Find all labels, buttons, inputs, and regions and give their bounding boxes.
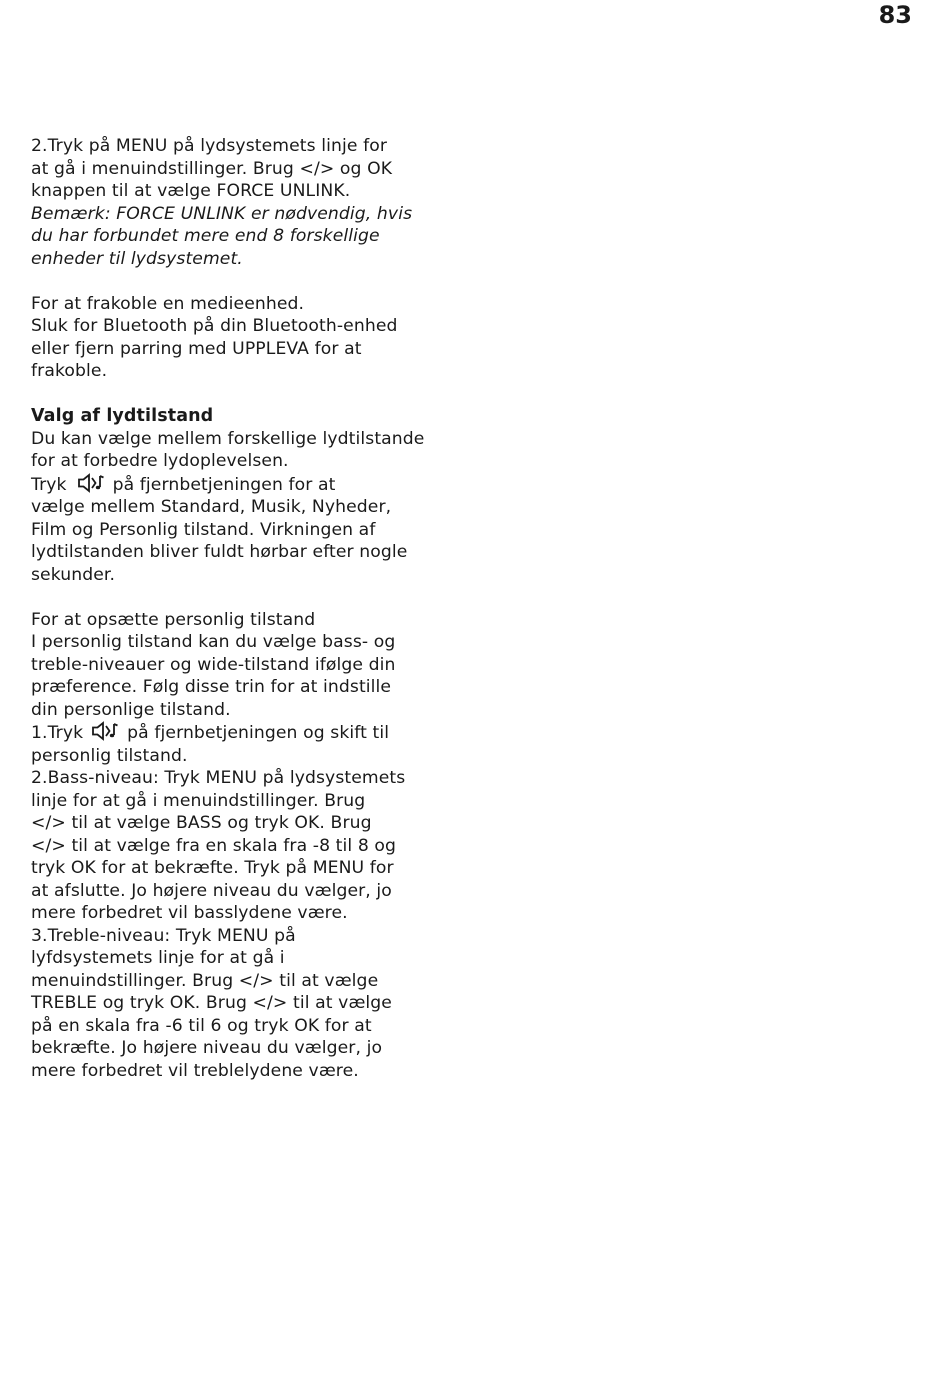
text-line: treble-niveauer og wide-tilstand ifølge din xyxy=(31,654,396,675)
text-line: personlig tilstand. xyxy=(31,745,188,766)
paragraph-gap xyxy=(31,586,471,609)
text-line: Du kan vælge mellem forskellige lydtilstande xyxy=(31,428,425,449)
text-line: din personlige tilstand. xyxy=(31,699,231,720)
text-fragment: på fjernbetjeningen for at xyxy=(112,474,336,495)
text-line: at gå i menuindstillinger. Brug </> og OK xyxy=(31,158,393,179)
text-fragment: Tryk xyxy=(31,474,67,495)
text-line: mere forbedret vil treblelydene være. xyxy=(31,1060,359,1081)
text-line: præference. Følg disse trin for at indstille xyxy=(31,677,392,697)
personal-mode-section xyxy=(31,609,471,1083)
paragraph-gap xyxy=(31,383,471,406)
sound-mode-icon xyxy=(91,721,119,741)
page-number: 83 xyxy=(878,1,912,29)
note-line: Bemærk: FORCE UNLINK er nødvendig, hvis xyxy=(31,203,413,224)
sound-mode-section xyxy=(31,405,471,586)
text-line: knappen til at vælge FORCE UNLINK. xyxy=(31,181,351,201)
text-line: </> til at vælge BASS og tryk OK. Brug xyxy=(31,813,372,833)
paragraph-gap xyxy=(31,270,471,293)
text-line: vælge mellem Standard, Musik, Nyheder, xyxy=(31,497,392,517)
document-body xyxy=(31,135,471,1082)
disconnect-instructions xyxy=(31,293,471,383)
text-line: eller fjern parring med UPPLEVA for at xyxy=(31,338,362,359)
text-line: tryk OK for at bekræfte. Tryk på MENU for xyxy=(31,858,394,878)
text-fragment: 1.Tryk xyxy=(31,723,84,743)
text-line: lyfdsystemets linje for at gå i xyxy=(31,948,285,968)
text-line: For at opsætte personlig tilstand xyxy=(31,609,316,630)
text-line: Sluk for Bluetooth på din Bluetooth-enhed xyxy=(31,316,398,336)
note-line: du har forbundet mere end 8 forskellige xyxy=(31,226,380,246)
text-line: 2.Tryk på MENU på lydsystemets linje for xyxy=(31,136,388,156)
text-line: mere forbedret vil basslydene være. xyxy=(31,903,348,923)
force-unlink-instructions xyxy=(31,135,471,270)
text-line: menuindstillinger. Brug </> til at vælge xyxy=(31,970,379,991)
text-line: for at forbedre lydoplevelsen. xyxy=(31,451,289,471)
text-line: at afslutte. Jo højere niveau du vælger, jo xyxy=(31,880,392,901)
text-line: lydtilstanden bliver fuldt hørbar efter nogle xyxy=(31,542,408,562)
text-line: Film og Personlig tilstand. Virkningen af xyxy=(31,519,376,540)
text-line: på en skala fra -6 til 6 og tryk OK for at xyxy=(31,1015,372,1036)
text-line: linje for at gå i menuindstillinger. Brug xyxy=(31,790,366,811)
text-line: 2.Bass-niveau: Tryk MENU på lydsystemets xyxy=(31,768,406,788)
text-line-with-icon xyxy=(31,473,471,497)
text-line: </> til at vælge fra en skala fra -8 til 8 og xyxy=(31,835,397,856)
text-line: For at frakoble en medieenhed. xyxy=(31,293,305,314)
text-line-with-icon xyxy=(31,721,471,745)
sound-mode-icon xyxy=(77,473,105,493)
text-line: 3.Treble-niveau: Tryk MENU på xyxy=(31,925,296,946)
section-heading: Valg af lydtilstand xyxy=(31,406,214,426)
note-line: enheder til lydsystemet. xyxy=(31,248,243,269)
text-line: bekræfte. Jo højere niveau du vælger, jo xyxy=(31,1038,383,1058)
text-line: TREBLE og tryk OK. Brug </> til at vælge xyxy=(31,993,392,1013)
text-line: frakoble. xyxy=(31,361,108,381)
text-fragment: på fjernbetjeningen og skift til xyxy=(127,723,390,743)
text-line: sekunder. xyxy=(31,564,116,585)
text-line: I personlig tilstand kan du vælge bass- og xyxy=(31,632,396,652)
